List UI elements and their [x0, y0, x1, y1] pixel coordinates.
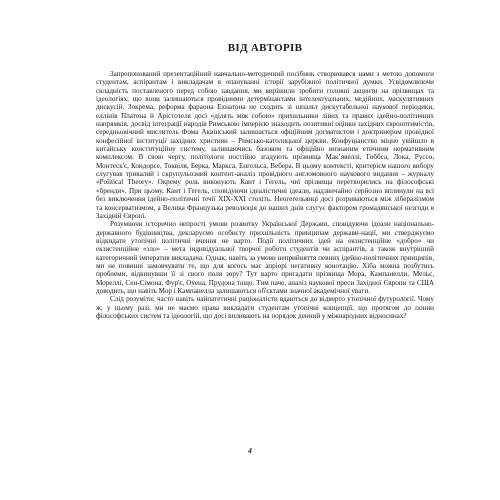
paragraph: Запропонований презентаційний навчально-методичний посібник створювався нами з метою допомоги студентам, аспірантам і викладачам в опануванні історії зарубіжної політичної думки. Усвідомлюючи складність поставленого перед собою завдання, ми вирішили зробити головні акценти на прізвищах та ідеологіях, що вони залишаються провідними детермінантами інтелектуальних, медійних, маскулятивних дискусій. Зокрема, реформа фараона Ехнатона не сходить зі шпальт дискутабельної наукової періодики, еллінів Платона й Арістотеля досі «ділять між собою» прихильники лівих та правих ідейно-політичних напрямків, досвід інтеграції народів Римською імперією знаходить позитивні оцінки західних єврооптимістів, середньовічний мислитель Фома Аквінський залишається офіційним догматистом і доктринером провідної конфесійної інституції західних християн – Римсько-католицької церкви. Конфуціанство міцно увійшло в китайську конституційну систему, залишаючись базовим та офіційно визнаним етичним нормативним комплексом. В свою чергу, політологи постійно згадують прізвища Макʼявеллі, Гоббса, Лока, Руссо, Монтеск'є, Кондорсе, Токвіля, Берка, Маркса, Енгельса, Вебера. В цьому контексті, критерієм нашого вибору слугував тривалий і скрупульозний контент-аналіз провідного англомовного наукового видання – журналу «Political Theory». Окрему роль виконують Кант і Гегель, чиї прізвища перетворились на філософські «бренди». При цьому, Кант і Гегель, сповідуючи ідеалістичні ідеали, надзвичайно серйозно вплинули на всі без виключення ідейно-політичні течії XIX-XXI століть. Неогегельянці досі розриваються між лібералізмом та консерватизмом, а Велика Французька революція до наших днів слугує фактором громадянської незгоди в Західній Європі.	[96, 70, 434, 220]
paragraph: Розуміючи історично непрості умови розвитку Української Держави, сповідуючи ідеали національно-державного будівництва, декларуємо особисту прихильність принципам держави-нації, ми стверджуємо відкидати утопічні політичні вчення не варто. Події політичних ідей на екзистенційне «добро» чи екзистенційне «зло» – мета індивідуальної творчої роботи студентів чи аспірантів, а також внутрішній категоричний імператив викладача. Однак, навіть за умови неприйняття певних ідейно-політичних принципів, ми не повинні замовчувати те, що для когось має апріорі негативну конотацію. Хіба можна позбутись проблеми, відкинувши її зі свого поля зору? Тут варто пригадати прізвища Мора, Кампанелли, Мельє, Мореллі, Сен-Сімона, Фур'є, Оуена, Прудона тощо. Тим паче, аналіз наукової преси Західної Європи та США доводить, що навіть Мор і Кампанелла залишаються об'єктами значної академічної уваги.	[96, 220, 434, 295]
paragraph: Слід розуміти: часто навіть найпатетичні раціоналісти вдаються до відверто утопічної футурології. Чому ж, у цьому разі, ми не маємо права викладати студентам утопічні концепції, що протягом до понин філософських систем та ідеологій, що досі впливають на порядок денний у міжнародних відносинах?	[96, 295, 434, 320]
body-text	[96, 70, 434, 320]
section-heading: ВІД АВТОРІВ	[227, 42, 303, 54]
page-number: 4	[248, 446, 252, 455]
